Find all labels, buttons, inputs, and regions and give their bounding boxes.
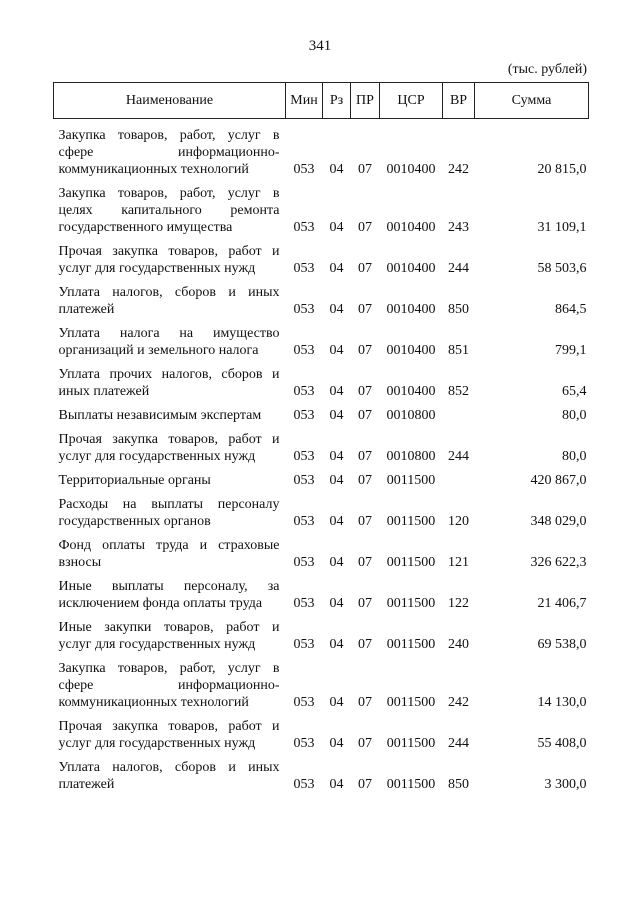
cell-vr: 121	[448, 555, 469, 570]
cell-rz: 04	[329, 343, 344, 358]
cell-sum: 80,0	[562, 408, 587, 423]
table-row	[54, 492, 589, 533]
cell-sum: 3 300,0	[544, 777, 587, 792]
cell-name: Уплата налогов, сборов и иных платежей	[58, 285, 280, 317]
header-pr: ПР	[351, 83, 380, 119]
cell-vr: 850	[448, 302, 469, 317]
cell-pr: 07	[358, 736, 372, 751]
table-row	[54, 533, 589, 574]
cell-min: 053	[293, 736, 315, 751]
cell-vr: 243	[448, 220, 469, 235]
cell-pr: 07	[358, 637, 372, 652]
table-row	[54, 181, 589, 239]
cell-min: 053	[293, 261, 315, 276]
cell-name: Закупка товаров, работ, услуг в целях капитального ремонта государственного имущества	[58, 186, 280, 235]
cell-rz: 04	[329, 637, 344, 652]
cell-rz: 04	[329, 261, 344, 276]
cell-sum: 799,1	[555, 343, 587, 358]
cell-sum: 69 538,0	[537, 637, 587, 652]
cell-pr: 07	[358, 343, 372, 358]
cell-csr: 0010400	[386, 162, 436, 177]
cell-pr: 07	[358, 302, 372, 317]
cell-sum: 21 406,7	[537, 596, 587, 611]
cell-csr: 0011500	[386, 695, 436, 710]
cell-vr	[443, 403, 475, 427]
cell-csr: 0010800	[386, 408, 436, 423]
cell-vr: 120	[448, 514, 469, 529]
cell-rz: 04	[329, 514, 344, 529]
cell-pr: 07	[358, 777, 372, 792]
cell-sum: 65,4	[562, 384, 587, 399]
cell-sum: 348 029,0	[530, 514, 587, 529]
cell-csr: 0011500	[386, 637, 436, 652]
cell-min: 053	[293, 162, 315, 177]
cell-name: Уплата налога на имущество организаций и земельного налога	[58, 326, 280, 358]
cell-name: Иные закупки товаров, работ и услуг для государственных нужд	[58, 620, 280, 652]
cell-rz: 04	[329, 220, 344, 235]
cell-pr: 07	[358, 261, 372, 276]
cell-pr: 07	[358, 220, 372, 235]
cell-pr: 07	[358, 408, 372, 423]
header-vr: ВР	[443, 83, 475, 119]
cell-rz: 04	[329, 473, 344, 488]
header-csr: ЦСР	[380, 83, 443, 119]
cell-name: Расходы на выплаты персоналу государственных органов	[58, 497, 280, 529]
table-row	[54, 280, 589, 321]
table-row	[54, 403, 589, 427]
cell-rz: 04	[329, 596, 344, 611]
cell-csr: 0011500	[386, 555, 436, 570]
table-row	[54, 574, 589, 615]
cell-pr: 07	[358, 695, 372, 710]
table-row	[54, 239, 589, 280]
cell-vr: 240	[448, 637, 469, 652]
table-row	[54, 615, 589, 656]
cell-rz: 04	[329, 408, 344, 423]
budget-table	[53, 82, 589, 796]
cell-csr: 0010400	[386, 302, 436, 317]
cell-min: 053	[293, 302, 315, 317]
cell-name: Фонд оплаты труда и страховые взносы	[58, 538, 280, 570]
cell-vr	[443, 468, 475, 492]
cell-name: Уплата налогов, сборов и иных платежей	[58, 760, 280, 792]
cell-min: 053	[293, 449, 315, 464]
cell-min: 053	[293, 777, 315, 792]
cell-rz: 04	[329, 162, 344, 177]
cell-pr: 07	[358, 384, 372, 399]
cell-min: 053	[293, 695, 315, 710]
cell-sum: 55 408,0	[537, 736, 587, 751]
cell-csr: 0010400	[386, 384, 436, 399]
table-row	[54, 321, 589, 362]
cell-name: Закупка товаров, работ, услуг в сфере информационно-коммуникационных технологий	[58, 661, 280, 710]
cell-name: Территориальные органы	[58, 473, 211, 488]
table-row	[54, 755, 589, 796]
cell-csr: 0010400	[386, 261, 436, 276]
cell-pr: 07	[358, 555, 372, 570]
cell-csr: 0011500	[386, 514, 436, 529]
header-name: Наименование	[54, 83, 286, 119]
cell-vr: 242	[448, 695, 469, 710]
cell-sum: 31 109,1	[537, 220, 587, 235]
table-row	[54, 656, 589, 714]
cell-name: Уплата прочих налогов, сборов и иных платежей	[58, 367, 280, 399]
cell-rz: 04	[329, 695, 344, 710]
cell-min: 053	[293, 343, 315, 358]
cell-sum: 20 815,0	[537, 162, 587, 177]
cell-rz: 04	[329, 555, 344, 570]
cell-sum: 864,5	[555, 302, 587, 317]
cell-pr: 07	[358, 449, 372, 464]
cell-vr: 852	[448, 384, 469, 399]
cell-name: Прочая закупка товаров, работ и услуг для государственных нужд	[58, 719, 280, 751]
cell-min: 053	[293, 384, 315, 399]
table-row	[54, 468, 589, 492]
cell-rz: 04	[329, 449, 344, 464]
table-row	[54, 119, 589, 182]
cell-min: 053	[293, 596, 315, 611]
table-row	[54, 427, 589, 468]
cell-csr: 0011500	[386, 777, 436, 792]
cell-sum: 80,0	[562, 449, 587, 464]
cell-pr: 07	[358, 162, 372, 177]
table-header-row	[54, 83, 589, 119]
cell-min: 053	[293, 637, 315, 652]
cell-csr: 0010800	[386, 449, 436, 464]
cell-min: 053	[293, 220, 315, 235]
cell-csr: 0010400	[386, 343, 436, 358]
cell-rz: 04	[329, 302, 344, 317]
cell-csr: 0011500	[386, 596, 436, 611]
cell-vr: 850	[448, 777, 469, 792]
table-row	[54, 714, 589, 755]
cell-min: 053	[293, 473, 315, 488]
cell-min: 053	[293, 514, 315, 529]
cell-csr: 0011500	[386, 473, 436, 488]
units-label: (тыс. рублей)	[507, 62, 587, 77]
header-min: Мин	[286, 83, 323, 119]
cell-csr: 0010400	[386, 220, 436, 235]
cell-name: Иные выплаты персоналу, за исключением фонда оплаты труда	[58, 579, 280, 611]
cell-rz: 04	[329, 384, 344, 399]
cell-sum: 58 503,6	[537, 261, 587, 276]
cell-min: 053	[293, 555, 315, 570]
cell-pr: 07	[358, 596, 372, 611]
cell-name: Выплаты независимым экспертам	[58, 408, 262, 423]
header-rz: Рз	[323, 83, 351, 119]
cell-vr: 244	[448, 736, 469, 751]
header-sum: Сумма	[475, 83, 589, 119]
cell-sum: 420 867,0	[530, 473, 587, 488]
cell-vr: 242	[448, 162, 469, 177]
cell-min: 053	[293, 408, 315, 423]
cell-vr: 851	[448, 343, 469, 358]
page-number: 341	[308, 38, 332, 54]
cell-pr: 07	[358, 473, 372, 488]
cell-name: Прочая закупка товаров, работ и услуг для государственных нужд	[58, 244, 280, 276]
cell-vr: 244	[448, 449, 469, 464]
cell-sum: 326 622,3	[530, 555, 587, 570]
cell-rz: 04	[329, 736, 344, 751]
cell-name: Прочая закупка товаров, работ и услуг для государственных нужд	[58, 432, 280, 464]
cell-rz: 04	[329, 777, 344, 792]
cell-vr: 122	[448, 596, 469, 611]
table-row	[54, 362, 589, 403]
cell-vr: 244	[448, 261, 469, 276]
cell-pr: 07	[358, 514, 372, 529]
cell-sum: 14 130,0	[537, 695, 587, 710]
cell-name: Закупка товаров, работ, услуг в сфере информационно-коммуникационных технологий	[58, 128, 280, 177]
cell-csr: 0011500	[386, 736, 436, 751]
